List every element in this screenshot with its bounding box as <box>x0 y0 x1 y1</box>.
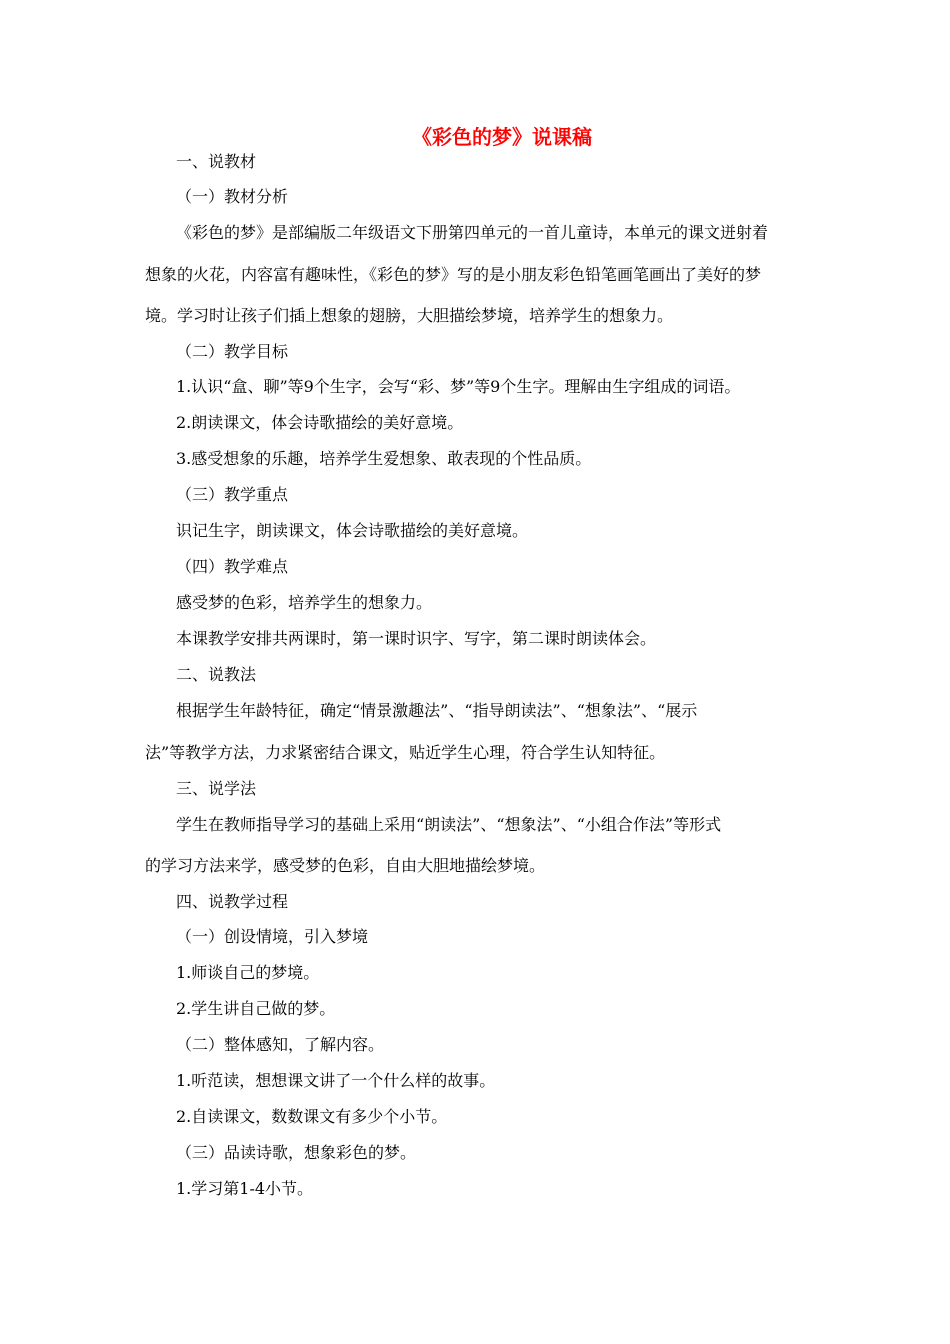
paragraph-line: 学生在教师指导学习的基础上采用“朗读法”、“想象法”、“小组合作法”等形式 <box>176 815 722 834</box>
list-item: 2.自读课文，数数课文有多少个小节。 <box>176 1107 448 1126</box>
subsection-heading: （一）创设情境，引入梦境 <box>176 927 369 946</box>
list-item: 2.学生讲自己做的梦。 <box>176 999 336 1018</box>
paragraph-line: 想象的火花，内容富有趣味性，《彩色的梦》写的是小朋友彩色铅笔画笔画出了美好的梦 <box>145 265 762 284</box>
list-item: 3.感受想象的乐趣，培养学生爱想象、敢表现的个性品质。 <box>176 449 592 468</box>
section-heading: 一、说教材 <box>176 152 257 171</box>
subsection-heading: （二）整体感知，了解内容。 <box>176 1035 385 1054</box>
list-item: 1.听范读，想想课文讲了一个什么样的故事。 <box>176 1071 496 1090</box>
paragraph-line: 识记生字，朗读课文，体会诗歌描绘的美好意境。 <box>176 521 529 540</box>
subsection-heading: （三）品读诗歌，想象彩色的梦。 <box>176 1143 417 1162</box>
section-heading: 二、说教法 <box>176 665 257 684</box>
list-item: 1.学习第1-4小节。 <box>176 1179 314 1198</box>
paragraph-line: 根据学生年龄特征，确定“情景激趣法”、“指导朗读法”、“想象法”、“展示 <box>176 701 698 720</box>
section-heading: 三、说学法 <box>176 779 257 798</box>
subsection-heading: （二）教学目标 <box>176 342 289 361</box>
paragraph-line: 法”等教学方法，力求紧密结合课文，贴近学生心理，符合学生认知特征。 <box>145 743 666 762</box>
paragraph-line: 感受梦的色彩，培养学生的想象力。 <box>176 593 433 612</box>
subsection-heading: （四）教学难点 <box>176 557 289 576</box>
subsection-heading: （三）教学重点 <box>176 485 289 504</box>
paragraph-line: 《彩色的梦》是部编版二年级语文下册第四单元的一首儿童诗，本单元的课文迸射着 <box>176 223 769 242</box>
paragraph-line: 本课教学安排共两课时，第一课时识字、写字，第二课时朗读体会。 <box>176 629 657 648</box>
section-heading: 四、说教学过程 <box>176 892 289 911</box>
list-item: 1.师谈自己的梦境。 <box>176 963 320 982</box>
subsection-heading: （一）教材分析 <box>176 187 289 206</box>
paragraph-line: 的学习方法来学，感受梦的色彩，自由大胆地描绘梦境。 <box>145 856 546 875</box>
paragraph-line: 境。学习时让孩子们插上想象的翅膀，大胆描绘梦境，培养学生的想象力。 <box>145 306 674 325</box>
list-item: 1.认识“盒、聊”等9个生字，会写“彩、梦”等9个生字。理解由生字组成的词语。 <box>176 377 741 396</box>
list-item: 2.朗读课文，体会诗歌描绘的美好意境。 <box>176 413 464 432</box>
document-title: 《彩色的梦》说课稿 <box>412 125 592 149</box>
